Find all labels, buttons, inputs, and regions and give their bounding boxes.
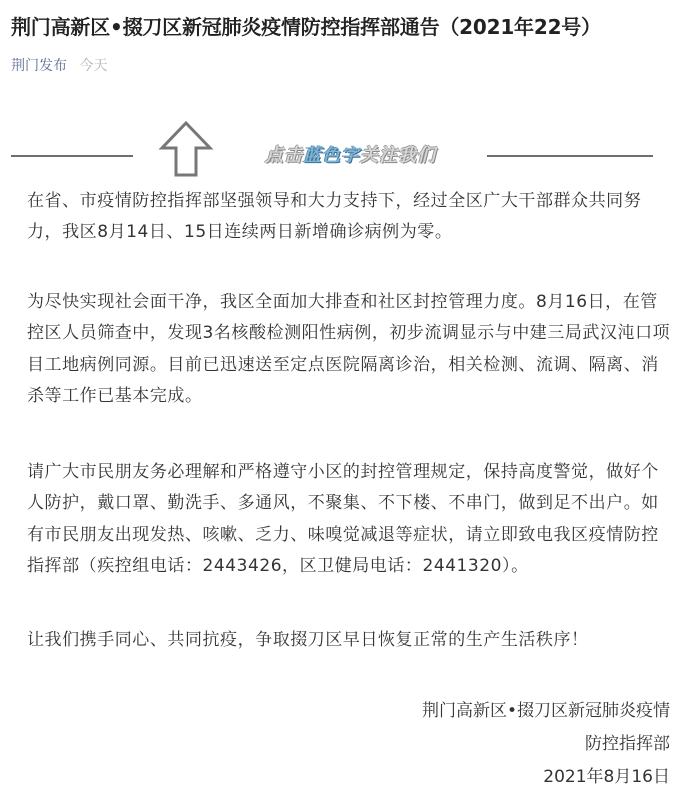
account-name-link[interactable]: 荆门发布 bbox=[11, 58, 67, 74]
banner-divider-right bbox=[487, 155, 653, 157]
follow-banner bbox=[0, 120, 677, 180]
follow-prompt[interactable] bbox=[265, 141, 436, 167]
body-paragraph-3: 请广大市民朋友务必理解和严格遵守小区的封控管理规定，保持高度警觉，做好个人防护，戴口罩、勤洗手、多通风，不聚集、不下楼、不串门，做到足不出户。如有市民朋友出现发热、咳嗽、乏力、味嗅觉减退等症状，请立即致电我区疫情防控指挥部（疾控组电话：2443426，区卫健局电话：2441320）。 bbox=[27, 462, 659, 576]
body-paragraph-2: 为尽快实现社会面干净，我区全面加大排查和社区封控管理力度。8月16日，在管控区人员筛查中，发现3名核酸检测阳性病例，初步流调显示与中建三局武汉沌口项目工地病例同源。目前已迅速送至定点医院隔离诊治，相关检测、流调、隔离、消杀等工作已基本完成。 bbox=[27, 292, 671, 406]
follow-prefix: 点击 bbox=[265, 145, 303, 166]
publish-time: 今天 bbox=[79, 58, 108, 74]
signature-org-line1: 荆门高新区•掇刀区新冠肺炎疫情 bbox=[421, 701, 670, 721]
body-paragraph-4: 让我们携手同心、共同抗疫，争取掇刀区早日恢复正常的生产生活秩序！ bbox=[27, 630, 589, 650]
up-arrow-icon bbox=[158, 120, 214, 178]
follow-suffix: 关注我们 bbox=[360, 145, 436, 166]
article-title: 荆门高新区•掇刀区新冠肺炎疫情防控指挥部通告（2021年22号） bbox=[11, 15, 601, 39]
article-meta bbox=[11, 56, 107, 76]
follow-highlight: 蓝色字 bbox=[303, 145, 360, 166]
signature-date: 2021年8月16日 bbox=[543, 767, 670, 787]
body-paragraph-1: 在省、市疫情防控指挥部坚强领导和大力支持下，经过全区广大干部群众共同努力，我区8月14日、15日连续两日新增确诊病例为零。 bbox=[27, 191, 642, 243]
signature-org-line2: 防控指挥部 bbox=[585, 734, 670, 754]
banner-divider-left bbox=[11, 155, 133, 157]
